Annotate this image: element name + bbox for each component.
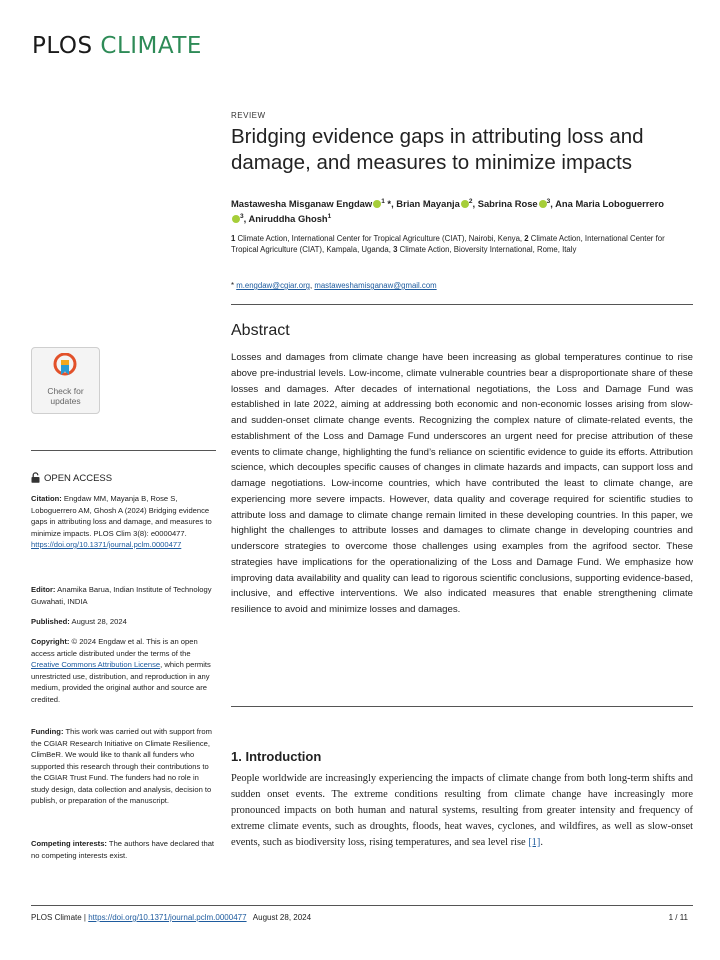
open-lock-icon: [31, 472, 40, 483]
author-affiliation-number: 2: [468, 198, 473, 205]
funding-label: Funding:: [31, 727, 64, 736]
email-prefix: *: [231, 281, 237, 290]
author-affiliation-number: 3: [546, 198, 551, 205]
footer-divider: [31, 905, 693, 906]
copyright-text: , which permits unrestricted use, distribution, and reproduction in any medium, provided the original author and source are credited.: [31, 660, 211, 704]
reference-link[interactable]: [1]: [528, 836, 541, 848]
funding-block: [31, 726, 216, 807]
footer-date: August 28, 2024: [246, 913, 312, 922]
orcid-icon[interactable]: [539, 200, 547, 208]
abstract-heading: Abstract: [231, 322, 290, 339]
copyright-block: [31, 636, 216, 705]
page-number: 1 / 11: [668, 913, 688, 922]
check-for-updates-button[interactable]: [31, 347, 100, 414]
citation-doi-link[interactable]: https://doi.org/10.1371/journal.pclm.0000477: [31, 540, 182, 549]
corresponding-email: [231, 281, 437, 290]
citation-label: Citation:: [31, 494, 62, 503]
affiliation-list: [231, 233, 681, 255]
published-date: August 28, 2024: [69, 617, 127, 626]
editor-text: Anamika Barua, Indian Institute of Technology Guwahati, INDIA: [31, 585, 212, 606]
published-label: Published:: [31, 617, 70, 626]
divider: [31, 450, 216, 451]
corresponding-mark: *: [384, 198, 392, 210]
email-link[interactable]: mastaweshamisganaw@gmail.com: [314, 281, 437, 290]
divider: [231, 706, 693, 707]
affiliation-text: Climate Action, International Center for Tropical Agriculture (CIAT), Nairobi, Kenya,: [235, 234, 525, 243]
author-separator: ,: [391, 198, 397, 210]
competing-interests-label: Competing interests:: [31, 839, 107, 848]
check-label-line: Check for: [47, 386, 84, 396]
journal-logo[interactable]: [32, 32, 202, 60]
competing-interests-block: [31, 838, 216, 861]
introduction-text: [231, 771, 693, 851]
citation-text: Engdaw MM, Mayanja B, Rose S, Loboguerrero AM, Ghosh A (2024) Bridging evidence gaps in attributing loss and damage, and measures to minimize impacts. PLOS Clim 3(8): e0000477.: [31, 494, 212, 538]
funding-text: This work was carried out with support from the CGIAR Research Initiative on Climate Resilience, ClimBeR. We would like to thank all funders who supported this research through their contributions to the CGIAR Trust Fund. The funders had no role in study design, data collection and analysis, decision to publish, or preparation of the manuscript.: [31, 727, 212, 805]
affiliation-text: Climate Action, Bioversity International, Rome, Italy: [397, 245, 577, 254]
author-separator: ,: [243, 213, 249, 225]
citation-block: [31, 493, 216, 551]
author-separator: ,: [472, 198, 478, 210]
affiliation-number: 1: [231, 234, 236, 243]
editor-block: [31, 584, 216, 607]
author-list: [231, 195, 671, 225]
author-name[interactable]: Sabrina Rose: [477, 198, 538, 210]
affiliation-text: Climate Action, International Center for Tropical Agriculture (CIAT), Kampala, Uganda,: [231, 234, 665, 254]
journal-name: PLOS: [32, 33, 93, 59]
orcid-icon[interactable]: [373, 200, 381, 208]
journal-subject: CLIMATE: [100, 33, 202, 59]
copyright-text: © 2024 Engdaw et al. This is an open access article distributed under the terms of the: [31, 637, 198, 658]
sentence-end: .: [540, 836, 543, 848]
affiliation-number: 3: [393, 245, 398, 254]
section-heading: 1. Introduction: [231, 749, 322, 764]
open-access-label: OPEN ACCESS: [44, 473, 113, 484]
competing-interests-text: The authors have declared that no competing interests exist.: [31, 839, 215, 860]
copyright-label: Copyright:: [31, 637, 70, 646]
published-block: [31, 616, 216, 628]
affiliation-number: 2: [524, 234, 529, 243]
author-name[interactable]: Mastawesha Misganaw Engdaw: [231, 198, 373, 210]
email-separator: ,: [310, 281, 315, 290]
author-name[interactable]: Aniruddha Ghosh: [248, 213, 328, 225]
editor-label: Editor:: [31, 585, 56, 594]
orcid-icon[interactable]: [461, 200, 469, 208]
bookmark-icon: [52, 353, 78, 379]
introduction-paragraph: People worldwide are increasingly experiencing the impacts of climate change from both long-term shifts and sudden onset events. The extreme conditions resulting from climate change have increasingly more pronounced impacts on both human and natural systems, resulting from greater intensity and frequency of extreme climate events, such as droughts, floods, heat waves, cyclones, and wildfires, as well as slow-onset events, such as biodiversity loss, rising temperatures, and sea level rise: [231, 773, 693, 848]
footer: [31, 913, 311, 922]
author-name[interactable]: Brian Mayanja: [396, 198, 460, 210]
author-affiliation-number: 3: [240, 213, 244, 221]
author-separator: ,: [550, 198, 556, 210]
abstract-text: Losses and damages from climate change have been increasing as global temperatures continue to rise above pre-industrial levels. Low-income, climate vulnerable countries bear a disproportionate share of these losses and damages. After decades of international negotiations, the Loss and Damage Fund was established in late 2022, aiming at addressing both economic and non-economic losses arising from slow- and sudden-onset climate change events. Recognizing the complex nature of climate-related events, the establishment of the Loss and Damage Fund underscores an urgent need for precise attribution of these events to climate change, highlighting the fund’s reliance on scientific evidence to guide its efforts. Attribution science, which decouples specific causes of changes in climate hazards and impacts, can support loss and damage negotiations. Low-income countries, which have contributed the least to climate change, are experiencing more severe impacts. However, data quality and coverage required for scientific studies to attribute loss and damage to climate change remain limited in these developing countries. In this paper, we highlight the challenges to attribute losses and damages to climate change in developing countries and underscore strategies to overcome those challenges using examples from the agrifood sector. These strategies have implications for the operationalizing of the Loss and Damage Fund. We emphasize how improving data availability and quality can lead to rigorous scientific conclusions, supporting evidence-based, inclusive, and effective interventions. We also indicated measures that enable strengthening climate resilience to avoid and minimize losses and damages.: [231, 352, 693, 615]
footer-doi-link[interactable]: https://doi.org/10.1371/journal.pclm.0000477: [88, 913, 247, 922]
check-label-line: updates: [50, 396, 81, 406]
author-name[interactable]: Ana Maria Loboguerrero: [555, 198, 665, 210]
article-type: REVIEW: [231, 111, 266, 120]
orcid-icon[interactable]: [232, 215, 240, 223]
license-link[interactable]: Creative Commons Attribution License: [31, 660, 161, 669]
email-link[interactable]: m.engdaw@cgiar.org: [236, 281, 310, 290]
article-title: Bridging evidence gaps in attributing loss and damage, and measures to minimize impacts: [231, 125, 644, 174]
footer-journal: PLOS Climate |: [31, 913, 89, 922]
open-access-badge: [31, 472, 112, 484]
author-affiliation-number: 1: [381, 198, 385, 205]
author-affiliation-number: 1: [327, 213, 332, 221]
divider: [231, 304, 693, 305]
